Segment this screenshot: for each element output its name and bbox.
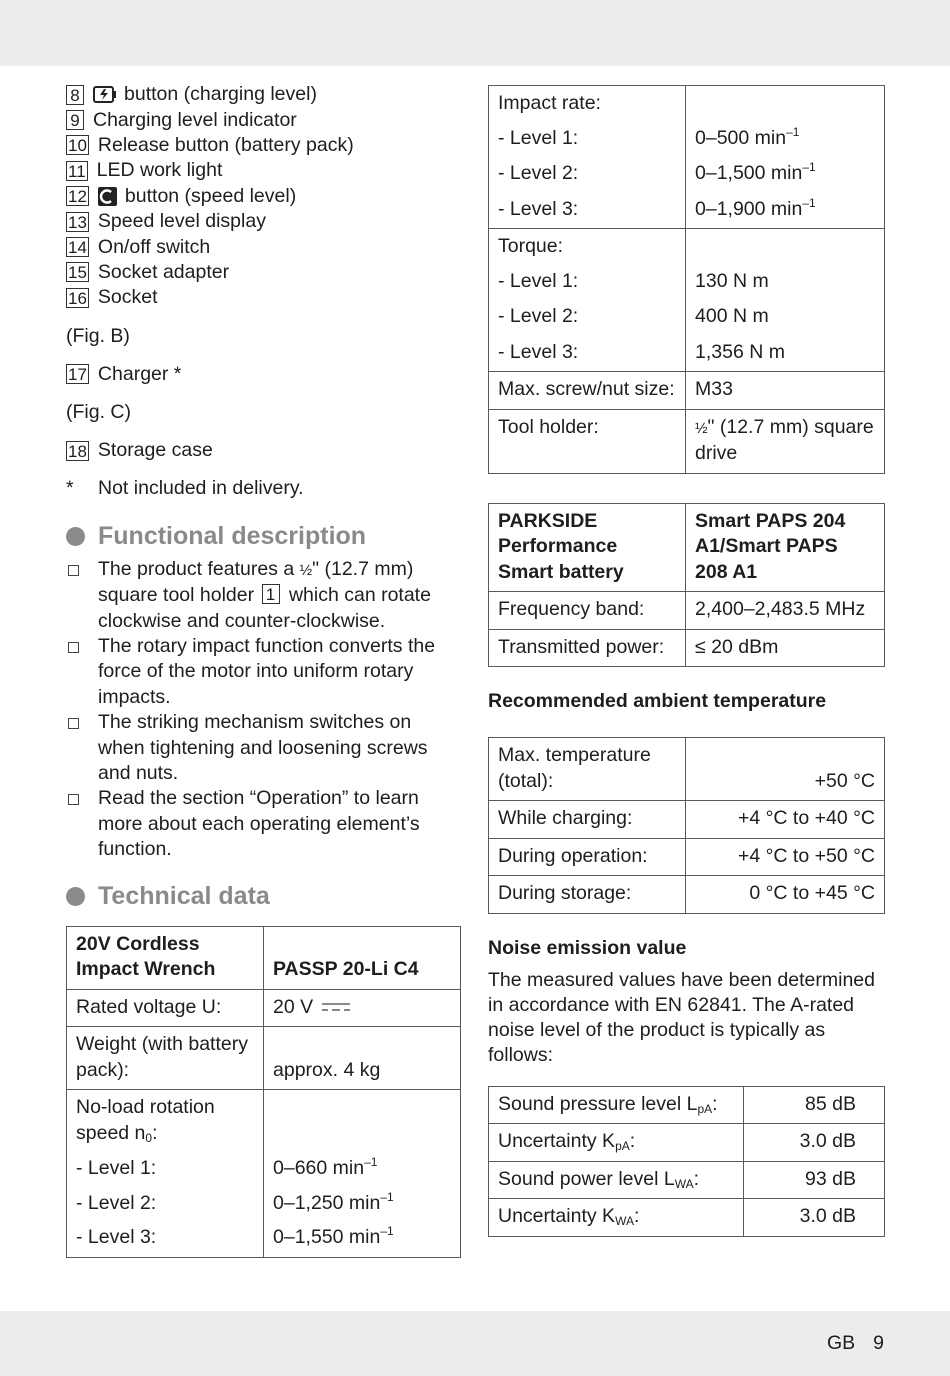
table-cell: - Level 2: bbox=[67, 1187, 264, 1222]
feature-list bbox=[66, 557, 461, 863]
list-item bbox=[66, 362, 461, 387]
functional-description-title: Functional description bbox=[98, 522, 367, 551]
part-number: 8 bbox=[66, 85, 84, 105]
table-row bbox=[489, 409, 885, 473]
top-band bbox=[0, 0, 950, 66]
table-cell: ≤ 20 dBm bbox=[686, 629, 885, 667]
table-row bbox=[489, 801, 885, 839]
table-row bbox=[489, 335, 885, 372]
table-cell: 0 °C to +45 °C bbox=[686, 876, 885, 914]
footnote-text: Not included in delivery. bbox=[98, 477, 304, 500]
list-item bbox=[66, 285, 461, 310]
battery-charge-icon bbox=[93, 85, 117, 104]
table-cell: - Level 3: bbox=[489, 192, 686, 229]
table-cell: ½" (12.7 mm) square drive bbox=[686, 409, 885, 473]
part-label: Socket bbox=[97, 286, 158, 309]
table-cell: - Level 1: bbox=[67, 1152, 264, 1187]
table-cell: Max. screw/nut size: bbox=[489, 372, 686, 410]
table-cell: Frequency band: bbox=[489, 592, 686, 630]
table-row bbox=[67, 1187, 461, 1222]
part-number: 11 bbox=[68, 161, 86, 181]
table-cell: 20 V bbox=[264, 989, 461, 1027]
part-label: Charging level indicator bbox=[93, 108, 297, 131]
part-number: 17 bbox=[68, 365, 87, 385]
table-cell: 2,400–2,483.5 MHz bbox=[686, 592, 885, 630]
table-row bbox=[489, 229, 885, 264]
part-number: 10 bbox=[68, 136, 87, 156]
temperature-table bbox=[488, 737, 885, 914]
list-item bbox=[66, 184, 461, 209]
table-cell: - Level 2: bbox=[489, 299, 686, 335]
fraction: ½ bbox=[299, 561, 313, 579]
table-cell: 0–1,250 $\min^{-1}$ bbox=[264, 1187, 461, 1222]
left-column bbox=[66, 82, 461, 1258]
footnote bbox=[66, 476, 461, 501]
part-label: Storage case bbox=[97, 439, 213, 462]
table-cell: Torque: bbox=[489, 229, 686, 264]
table-cell: 0–1,500 $\min^{-1}$ bbox=[686, 156, 885, 192]
list-item: Read the section “Operation” to learn more about each operating element’s function. bbox=[66, 786, 461, 862]
table-row bbox=[67, 926, 461, 989]
table-cell: Transmitted power: bbox=[489, 629, 686, 667]
table-row bbox=[67, 1152, 461, 1187]
table-cell: Smart PAPS 204 A1/Smart PAPS 208 A1 bbox=[686, 503, 885, 592]
table-row bbox=[489, 1124, 885, 1162]
part-number: 12 bbox=[68, 187, 87, 207]
table-cell: 0–1,900 $\min^{-1}$ bbox=[686, 192, 885, 229]
table-cell: 20V Cordless Impact Wrench bbox=[67, 926, 264, 989]
table-cell: During storage: bbox=[489, 876, 686, 914]
table-cell bbox=[686, 86, 885, 121]
noise-emission-title: Noise emission value bbox=[488, 936, 687, 959]
part-label: button (speed level) bbox=[124, 184, 297, 207]
battery-table bbox=[488, 503, 885, 668]
table-cell: Impact rate: bbox=[489, 86, 686, 121]
table-row bbox=[489, 838, 885, 876]
table-cell bbox=[264, 1090, 461, 1153]
table-cell: While charging: bbox=[489, 801, 686, 839]
table-cell: 3.0 dB bbox=[744, 1124, 885, 1162]
direct-current-icon bbox=[321, 1002, 351, 1012]
figure-ref-c: (Fig. C) bbox=[66, 400, 131, 423]
ambient-temperature-title: Recommended ambient temperature bbox=[488, 690, 827, 712]
table-cell: Sound pressure level $L_{pA}$: bbox=[489, 1086, 744, 1124]
list-item: The striking mechanism switches on when tightening and loosening screws and nuts. bbox=[66, 710, 461, 786]
table-cell: Tool holder: bbox=[489, 409, 686, 473]
table-row bbox=[489, 1199, 885, 1237]
list-item bbox=[66, 234, 461, 259]
table-cell: - Level 1: bbox=[489, 121, 686, 157]
table-row bbox=[489, 372, 885, 410]
part-number: 1 bbox=[262, 584, 280, 604]
table-row bbox=[489, 1161, 885, 1199]
checkbox-bullet-icon bbox=[68, 565, 79, 576]
checkbox-bullet-icon bbox=[68, 642, 79, 653]
table-cell: PASSP 20-Li C4 bbox=[264, 926, 461, 989]
page-footer bbox=[809, 1332, 884, 1355]
part-number: 14 bbox=[68, 238, 87, 258]
table-cell: During operation: bbox=[489, 838, 686, 876]
table-cell: M33 bbox=[686, 372, 885, 410]
table-row bbox=[489, 592, 885, 630]
section-heading bbox=[66, 880, 461, 914]
table-cell: - Level 2: bbox=[489, 156, 686, 192]
part-label: button (charging level) bbox=[124, 83, 317, 106]
noise-description: The measured values have been determined in accordance with EN 62841. The A-rated noise level of the product is typically as follows: bbox=[488, 968, 875, 1066]
list-item bbox=[66, 133, 461, 158]
technical-data-title: Technical data bbox=[98, 882, 270, 911]
table-cell: Weight (with battery pack): bbox=[67, 1027, 264, 1090]
part-number: 13 bbox=[68, 212, 87, 232]
table-row bbox=[67, 1090, 461, 1153]
table-cell: +50 °C bbox=[686, 738, 885, 801]
table-cell: Max. temperature (total): bbox=[489, 738, 686, 801]
part-label: Speed level display bbox=[97, 210, 266, 233]
table-cell: PARKSIDE Performance Smart battery bbox=[489, 503, 686, 592]
checkbox-bullet-icon bbox=[68, 718, 79, 729]
list-item bbox=[66, 158, 461, 183]
list-item: The product features a ½" (12.7 mm) square tool holder 1 which can rotate clockwise and counter-clockwise. bbox=[66, 557, 461, 634]
table-row bbox=[489, 629, 885, 667]
part-number: 15 bbox=[68, 263, 87, 283]
part-label: Charger * bbox=[97, 362, 182, 385]
table-row bbox=[489, 503, 885, 592]
table-cell: Rated voltage U: bbox=[67, 989, 264, 1027]
figure-ref-b: (Fig. B) bbox=[66, 324, 130, 347]
table-cell: - Level 1: bbox=[489, 264, 686, 300]
bullet-dot-icon bbox=[66, 527, 85, 546]
section-heading bbox=[66, 520, 461, 554]
language-code: GB bbox=[826, 1332, 856, 1354]
parts-list bbox=[66, 82, 461, 311]
table-cell: 0–500 $\min^{-1}$ bbox=[686, 121, 885, 157]
table-row bbox=[489, 1086, 885, 1124]
part-label: LED work light bbox=[96, 159, 223, 182]
table-row bbox=[489, 86, 885, 121]
part-label: Socket adapter bbox=[97, 260, 230, 283]
list-item bbox=[66, 107, 461, 132]
page-number: 9 bbox=[873, 1332, 884, 1354]
table-row bbox=[489, 192, 885, 229]
table-cell: 1,356 N m bbox=[686, 335, 885, 372]
table-row bbox=[67, 1027, 461, 1090]
table-cell: 0–660 $\min^{-1}$ bbox=[264, 1152, 461, 1187]
bullet-dot-icon bbox=[66, 887, 85, 906]
table-row bbox=[67, 989, 461, 1027]
list-item bbox=[66, 438, 461, 463]
table-cell: +4 °C to +50 °C bbox=[686, 838, 885, 876]
table-cell: Uncertainty $K_{WA}$: bbox=[489, 1199, 744, 1237]
table-row bbox=[489, 299, 885, 335]
impact-torque-table bbox=[488, 85, 885, 474]
checkbox-bullet-icon bbox=[68, 794, 79, 805]
table-cell: - Level 3: bbox=[489, 335, 686, 372]
list-item: The rotary impact function converts the force of the motor into uniform rotary impacts. bbox=[66, 634, 461, 710]
technical-table bbox=[66, 926, 461, 1258]
part-label: Release button (battery pack) bbox=[97, 133, 354, 156]
table-cell: Sound power level $L_{WA}$: bbox=[489, 1161, 744, 1199]
table-row bbox=[489, 264, 885, 300]
right-column bbox=[488, 85, 885, 1237]
table-cell: approx. 4 kg bbox=[264, 1027, 461, 1090]
table-cell: 0–1,550 $\min^{-1}$ bbox=[264, 1221, 461, 1257]
part-number: 18 bbox=[68, 441, 87, 461]
table-row bbox=[489, 738, 885, 801]
table-row bbox=[67, 1221, 461, 1257]
footnote-mark: * bbox=[66, 477, 74, 500]
speed-level-icon bbox=[98, 187, 118, 206]
table-row bbox=[489, 156, 885, 192]
table-row bbox=[489, 121, 885, 157]
table-cell: +4 °C to +40 °C bbox=[686, 801, 885, 839]
table-row bbox=[489, 876, 885, 914]
table-cell: 85 dB bbox=[744, 1086, 885, 1124]
part-number: 16 bbox=[68, 288, 87, 308]
table-cell bbox=[686, 229, 885, 264]
part-number: 9 bbox=[66, 110, 84, 130]
table-cell: No-load rotation speed $n_0$: bbox=[67, 1090, 264, 1153]
table-cell: 400 N m bbox=[686, 299, 885, 335]
table-cell: 130 N m bbox=[686, 264, 885, 300]
table-cell: 93 dB bbox=[744, 1161, 885, 1199]
table-cell: - Level 3: bbox=[67, 1221, 264, 1257]
table-cell: 3.0 dB bbox=[744, 1199, 885, 1237]
list-item bbox=[66, 209, 461, 234]
table-cell: Uncertainty $K_{pA}$: bbox=[489, 1124, 744, 1162]
list-item bbox=[66, 82, 461, 107]
bottom-band bbox=[0, 1311, 950, 1376]
list-item bbox=[66, 260, 461, 285]
noise-table bbox=[488, 1086, 885, 1237]
part-label: On/off switch bbox=[97, 235, 211, 258]
